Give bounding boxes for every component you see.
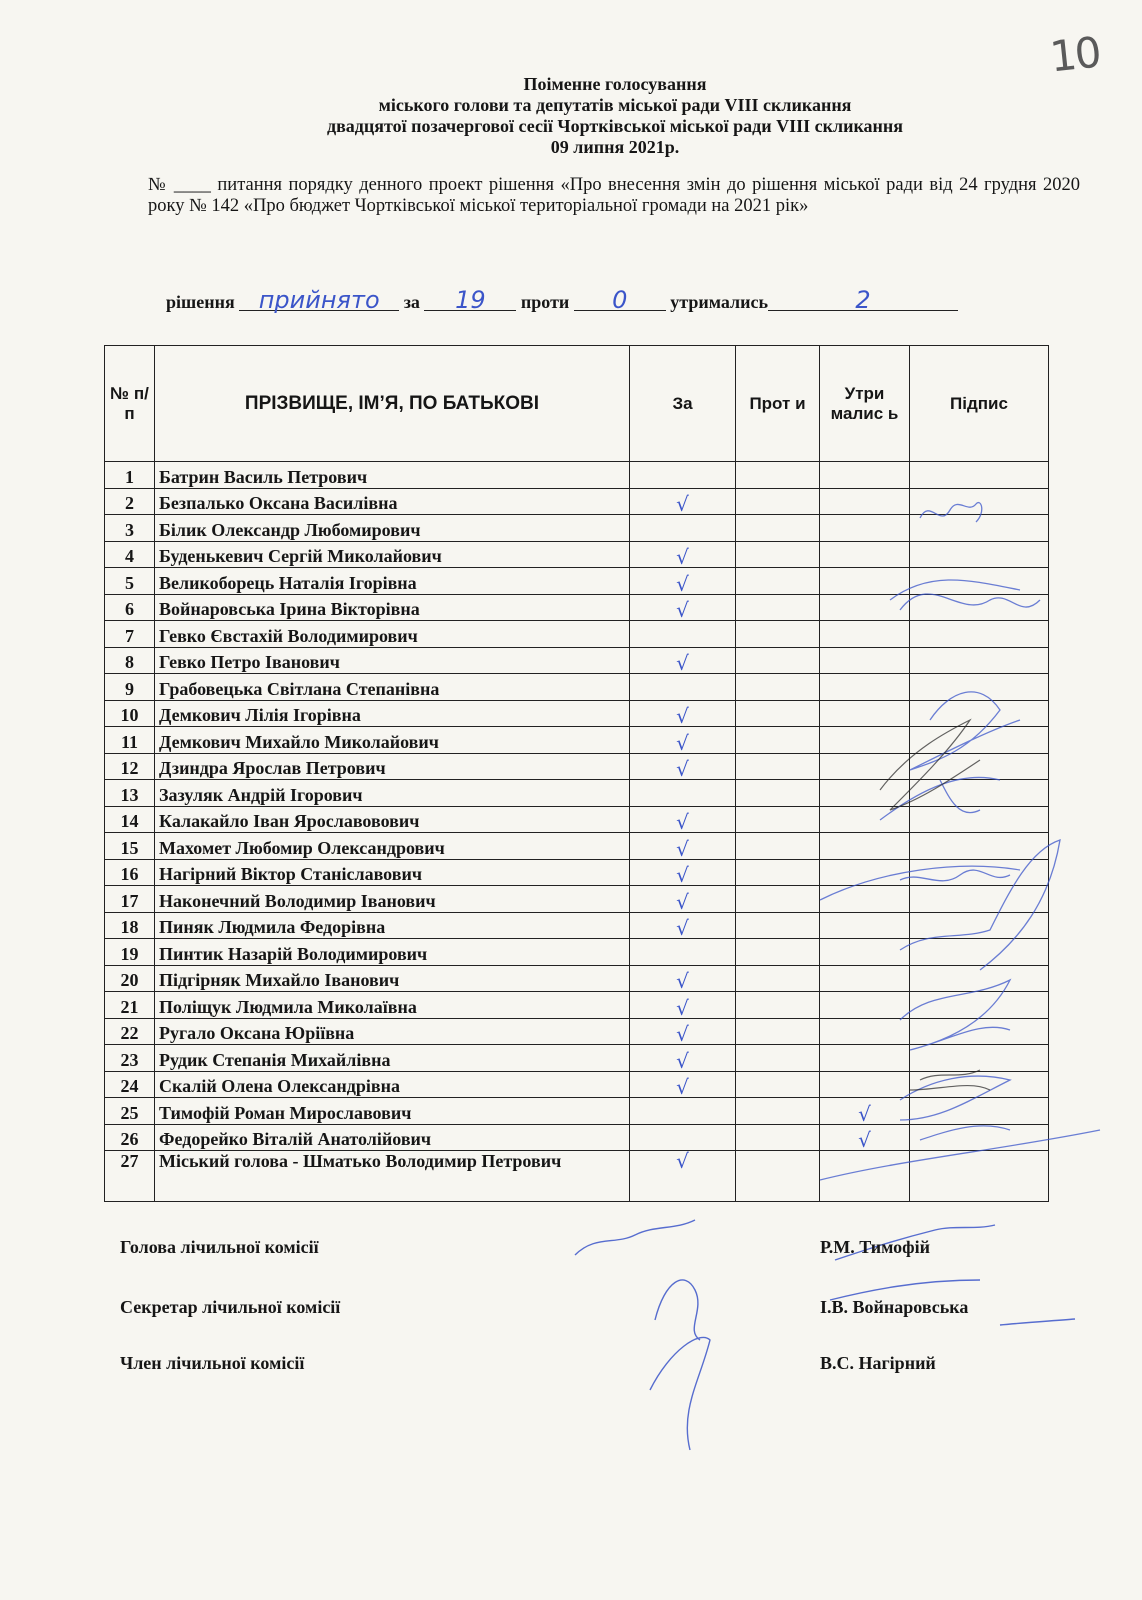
row-number: 21: [105, 992, 155, 1019]
decision-summary: [166, 286, 1066, 314]
row-full-name: Наконечний Володимир Іванович: [155, 886, 630, 913]
row-full-name: Дзиндра Ярослав Петрович: [155, 753, 630, 780]
table-row: [105, 912, 1049, 939]
signature-cell: [910, 780, 1049, 807]
table-row: [105, 780, 1049, 807]
row-number: 20: [105, 965, 155, 992]
row-number: 3: [105, 515, 155, 542]
vote-abstained-cell: [820, 1071, 910, 1098]
row-number: 23: [105, 1045, 155, 1072]
member-signature: [650, 1337, 710, 1450]
vote-against-cell: [736, 594, 820, 621]
against-label: проти: [520, 292, 570, 312]
chair-name: Р.М. Тимофій: [820, 1237, 931, 1257]
signature-cell: [910, 806, 1049, 833]
vote-abstained-cell: [820, 992, 910, 1019]
handwritten-page-number: 10: [1047, 27, 1102, 82]
row-number: 22: [105, 1018, 155, 1045]
vote-for-cell: √: [630, 727, 736, 754]
signature-cell: [910, 992, 1049, 1019]
vote-against-cell: [736, 541, 820, 568]
vote-for-cell: [630, 462, 736, 489]
table-row: [105, 753, 1049, 780]
vote-against-cell: [736, 1098, 820, 1125]
vote-abstained-cell: [820, 1151, 910, 1202]
table-row: [105, 647, 1049, 674]
row-number: 8: [105, 647, 155, 674]
row-number: 1: [105, 462, 155, 489]
vote-against-cell: [736, 939, 820, 966]
row-full-name: Міський голова - Шматько Володимир Петрович: [155, 1151, 630, 1202]
row-full-name: Гевко Петро Іванович: [155, 647, 630, 674]
secretary-role: Секретар лічильної комісії: [120, 1297, 341, 1317]
header-for: За: [630, 346, 736, 462]
signature-cell: [910, 700, 1049, 727]
table-row: [105, 727, 1049, 754]
row-full-name: Пиняк Людмила Федорівна: [155, 912, 630, 939]
table-row: [105, 939, 1049, 966]
table-row: [105, 1045, 1049, 1072]
header-signature: Підпис: [910, 346, 1049, 462]
vote-against-cell: [736, 992, 820, 1019]
vote-for-cell: √: [630, 568, 736, 595]
vote-for-cell: [630, 674, 736, 701]
vote-abstained-cell: [820, 647, 910, 674]
signature-cell: [910, 541, 1049, 568]
vote-for-cell: √: [630, 753, 736, 780]
vote-for-cell: [630, 780, 736, 807]
member-role: Член лічильної комісії: [120, 1353, 305, 1373]
vote-for-cell: [630, 621, 736, 648]
vote-against-cell: [736, 912, 820, 939]
table-row: [105, 621, 1049, 648]
signature-cell: [910, 1151, 1049, 1202]
vote-abstained-cell: [820, 939, 910, 966]
row-full-name: Махомет Любомир Олександрович: [155, 833, 630, 860]
row-number: 9: [105, 674, 155, 701]
row-full-name: Пинтик Назарій Володимирович: [155, 939, 630, 966]
row-full-name: Калакайло Іван Ярославовович: [155, 806, 630, 833]
table-row: [105, 674, 1049, 701]
row-full-name: Підгірняк Михайло Іванович: [155, 965, 630, 992]
row-full-name: Ругало Оксана Юріївна: [155, 1018, 630, 1045]
vote-against-cell: [736, 780, 820, 807]
signature-cell: [910, 859, 1049, 886]
vote-abstained-cell: [820, 594, 910, 621]
row-full-name: Тимофій Роман Мирославович: [155, 1098, 630, 1125]
vote-for-cell: √: [630, 541, 736, 568]
row-full-name: Рудик Степанія Михайлівна: [155, 1045, 630, 1072]
signature-cell: [910, 488, 1049, 515]
table-row: [105, 1124, 1049, 1151]
vote-abstained-cell: [820, 541, 910, 568]
table-row: [105, 1098, 1049, 1125]
vote-abstained-cell: [820, 621, 910, 648]
row-full-name: Безпалько Оксана Василівна: [155, 488, 630, 515]
table-body: [105, 462, 1049, 1202]
vote-for-cell: √: [630, 806, 736, 833]
signature-cell: [910, 965, 1049, 992]
header-full-name: ПРІЗВИЩЕ, ІМ’Я, ПО БАТЬКОВІ: [155, 346, 630, 462]
table-row: [105, 965, 1049, 992]
agenda-question: № ____ питання порядку денного проект рішення «Про внесення змін до рішення міської ради від 24 грудня 2020 року № 142 «Про бюджет Чортківської міської територіальної громади на 2021 рік»: [148, 175, 1080, 216]
table-row: [105, 1071, 1049, 1098]
signature-cell: [910, 568, 1049, 595]
row-number: 7: [105, 621, 155, 648]
header-title: Поіменне голосування: [523, 74, 707, 94]
row-full-name: Гевко Євстахій Володимирович: [155, 621, 630, 648]
vote-abstained-cell: [820, 859, 910, 886]
document-header: [150, 74, 1080, 158]
for-label: за: [403, 292, 420, 312]
vote-abstained-cell: √: [820, 1124, 910, 1151]
vote-for-cell: √: [630, 833, 736, 860]
vote-against-cell: [736, 647, 820, 674]
row-full-name: Білик Олександр Любомирович: [155, 515, 630, 542]
vote-abstained-cell: [820, 700, 910, 727]
vote-abstained-cell: [820, 833, 910, 860]
vote-for-cell: √: [630, 488, 736, 515]
vote-abstained-cell: [820, 1018, 910, 1045]
row-number: 17: [105, 886, 155, 913]
row-number: 11: [105, 727, 155, 754]
vote-against-cell: [736, 833, 820, 860]
vote-abstained-cell: [820, 1045, 910, 1072]
vote-abstained-cell: [820, 674, 910, 701]
table-row: [105, 833, 1049, 860]
signature-cell: [910, 939, 1049, 966]
decision-result: прийнято: [239, 290, 399, 311]
vote-abstained-cell: [820, 886, 910, 913]
row-number: 2: [105, 488, 155, 515]
vote-against-cell: [736, 886, 820, 913]
vote-against-cell: [736, 806, 820, 833]
row-full-name: Батрин Василь Петрович: [155, 462, 630, 489]
row-number: 16: [105, 859, 155, 886]
vote-against-cell: [736, 515, 820, 542]
table-row: [105, 541, 1049, 568]
vote-against-cell: [736, 965, 820, 992]
table-row: [105, 594, 1049, 621]
header-line-2: міського голови та депутатів міської ради VIII скликання: [378, 95, 852, 115]
vote-against-cell: [736, 462, 820, 489]
row-number: 26: [105, 1124, 155, 1151]
vote-abstained-cell: [820, 568, 910, 595]
vote-for-cell: [630, 939, 736, 966]
vote-against-cell: [736, 1151, 820, 1202]
vote-for-cell: √: [630, 700, 736, 727]
vote-for-cell: √: [630, 992, 736, 1019]
signature-cell: [910, 594, 1049, 621]
vote-for-cell: √: [630, 1045, 736, 1072]
signature-cell: [910, 647, 1049, 674]
table-row: [105, 1018, 1049, 1045]
vote-abstained-cell: [820, 806, 910, 833]
vote-for-cell: [630, 515, 736, 542]
row-full-name: Поліщук Людмила Миколаївна: [155, 992, 630, 1019]
row-full-name: Демкович Михайло Миколайович: [155, 727, 630, 754]
table-row: [105, 700, 1049, 727]
table-row: [105, 488, 1049, 515]
row-number: 24: [105, 1071, 155, 1098]
signature-cell: [910, 1124, 1049, 1151]
against-count: 0: [574, 290, 666, 311]
vote-against-cell: [736, 1124, 820, 1151]
row-full-name: Великоборець Наталія Ігорівна: [155, 568, 630, 595]
row-full-name: Войнаровська Ірина Вікторівна: [155, 594, 630, 621]
row-full-name: Зазуляк Андрій Ігорович: [155, 780, 630, 807]
row-number: 14: [105, 806, 155, 833]
row-full-name: Федорейко Віталій Анатолійович: [155, 1124, 630, 1151]
row-number: 18: [105, 912, 155, 939]
row-number: 12: [105, 753, 155, 780]
vote-for-cell: √: [630, 594, 736, 621]
vote-against-cell: [736, 859, 820, 886]
signature-cell: [910, 1098, 1049, 1125]
vote-against-cell: [736, 753, 820, 780]
vote-against-cell: [736, 1071, 820, 1098]
table-row: [105, 568, 1049, 595]
vote-for-cell: √: [630, 859, 736, 886]
table-header-row: [105, 346, 1049, 462]
vote-for-cell: √: [630, 1151, 736, 1202]
vote-against-cell: [736, 727, 820, 754]
chair-role: Голова лічильної комісії: [120, 1237, 319, 1257]
vote-against-cell: [736, 1018, 820, 1045]
row-number: 5: [105, 568, 155, 595]
member-name: В.С. Нагірний: [820, 1353, 936, 1373]
vote-against-cell: [736, 488, 820, 515]
row-number: 6: [105, 594, 155, 621]
header-against: Прот и: [736, 346, 820, 462]
vote-for-cell: √: [630, 1071, 736, 1098]
vote-abstained-cell: [820, 753, 910, 780]
vote-for-cell: √: [630, 965, 736, 992]
signature-cell: [910, 912, 1049, 939]
chair-signature: [575, 1220, 695, 1255]
vote-abstained-cell: [820, 488, 910, 515]
decision-label: рішення: [166, 292, 235, 312]
table-row: [105, 992, 1049, 1019]
table-row: [105, 806, 1049, 833]
row-number: 15: [105, 833, 155, 860]
vote-abstained-cell: [820, 965, 910, 992]
vote-abstained-cell: √: [820, 1098, 910, 1125]
signature-cell: [910, 886, 1049, 913]
for-count: 19: [424, 290, 516, 311]
vote-for-cell: [630, 1098, 736, 1125]
row-number: 27: [105, 1151, 155, 1202]
table-row: [105, 515, 1049, 542]
vote-for-cell: [630, 1124, 736, 1151]
vote-abstained-cell: [820, 462, 910, 489]
vote-abstained-cell: [820, 515, 910, 542]
signature-cell: [910, 1045, 1049, 1072]
vote-against-cell: [736, 1045, 820, 1072]
row-full-name: Скалій Олена Олександрівна: [155, 1071, 630, 1098]
abstained-label: утримались: [670, 292, 768, 312]
signature-cell: [910, 621, 1049, 648]
table-row: [105, 859, 1049, 886]
signature-cell: [910, 674, 1049, 701]
vote-for-cell: √: [630, 886, 736, 913]
signature-cell: [910, 515, 1049, 542]
header-date: 09 липня 2021р.: [550, 137, 680, 157]
row-full-name: Нагірний Віктор Станіславович: [155, 859, 630, 886]
vote-abstained-cell: [820, 727, 910, 754]
secretary-name: І.В. Войнаровська: [820, 1297, 969, 1317]
vote-abstained-cell: [820, 912, 910, 939]
table-row: [105, 462, 1049, 489]
row-full-name: Демкович Лілія Ігорівна: [155, 700, 630, 727]
signature-cell: [910, 1071, 1049, 1098]
table-row: [105, 1151, 1049, 1202]
vote-abstained-cell: [820, 780, 910, 807]
signature-cell: [910, 753, 1049, 780]
roll-call-table: [104, 345, 1049, 1202]
row-number: 4: [105, 541, 155, 568]
vote-against-cell: [736, 700, 820, 727]
header-line-3: двадцятої позачергової сесії Чортківської міської ради VIII скликання: [326, 116, 904, 136]
row-number: 10: [105, 700, 155, 727]
vote-against-cell: [736, 674, 820, 701]
header-abstained: Утри малис ь: [820, 346, 910, 462]
signature-cell: [910, 1018, 1049, 1045]
row-number: 13: [105, 780, 155, 807]
table-row: [105, 886, 1049, 913]
vote-against-cell: [736, 568, 820, 595]
header-number: № п/п: [105, 346, 155, 462]
row-number: 25: [105, 1098, 155, 1125]
vote-for-cell: √: [630, 647, 736, 674]
signature-cell: [910, 833, 1049, 860]
row-full-name: Буденькевич Сергій Миколайович: [155, 541, 630, 568]
signature-cell: [910, 462, 1049, 489]
abstained-count: 2: [768, 290, 958, 311]
vote-for-cell: √: [630, 912, 736, 939]
signature-cell: [910, 727, 1049, 754]
secretary-signature: [655, 1280, 700, 1340]
row-number: 19: [105, 939, 155, 966]
vote-against-cell: [736, 621, 820, 648]
row-full-name: Грабовецька Світлана Степанівна: [155, 674, 630, 701]
vote-for-cell: √: [630, 1018, 736, 1045]
